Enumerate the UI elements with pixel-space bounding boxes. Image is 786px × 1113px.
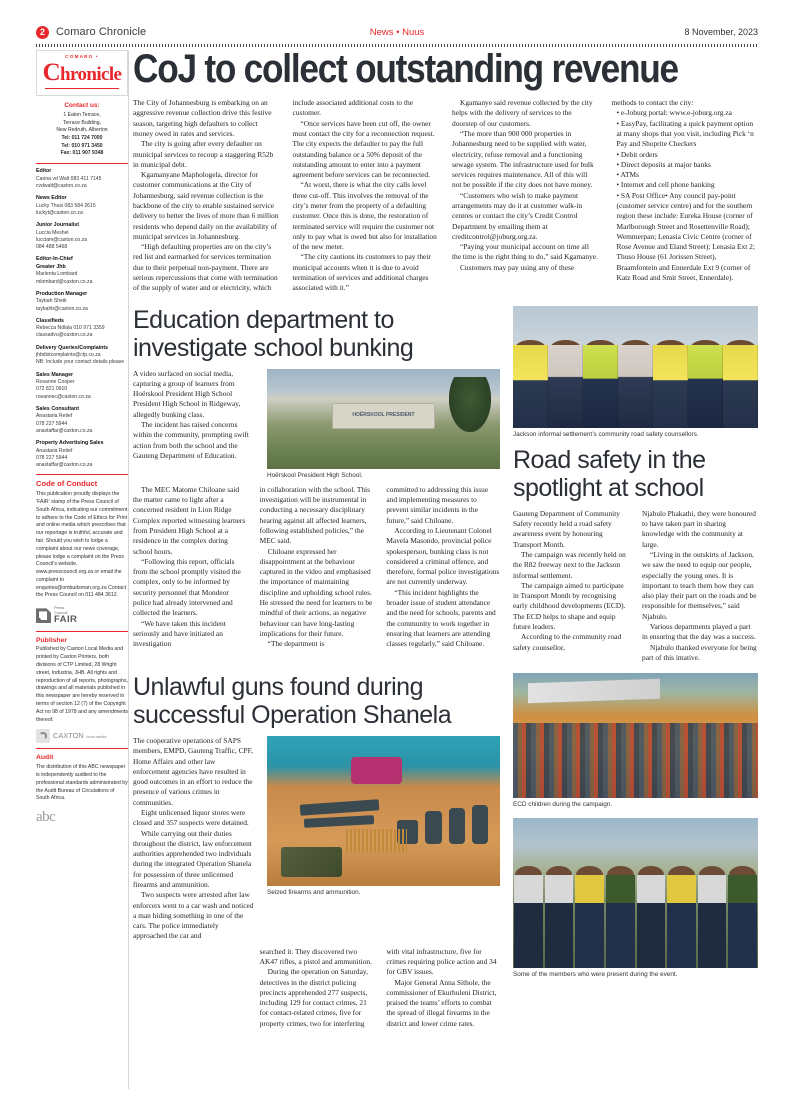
education-bottom-row bbox=[133, 485, 500, 650]
masthead-sidebar bbox=[36, 50, 128, 828]
fair-stamp-icon bbox=[36, 608, 51, 623]
staff-role: Sales Manager bbox=[36, 371, 74, 378]
audit-title: Audit bbox=[36, 754, 54, 762]
staff-name: Luccia Meshel bbox=[36, 229, 69, 236]
paragraph: According to Lieutenant Colonel Mavela Masondo, provincial police spokesperson, bunking class is not considered a criminal offence, and therefore, formal police investigations are not currently underway. bbox=[386, 525, 500, 587]
paragraph: Kgamanyane Maphologela, director for customer communications at the City of Johannesburg, said revenue collection is the backbone of the city to enable sustained service delivery to better the lives of more than 6 million residents who depend daily on the availability of municipal services in Johannesburg. bbox=[133, 170, 279, 241]
road-safety-article bbox=[513, 306, 758, 664]
school-photo bbox=[267, 369, 500, 469]
paragraph: According to the community road safety counsellor, bbox=[513, 632, 622, 652]
staff-name: Taybah Sheik bbox=[36, 298, 67, 305]
guns-column-2 bbox=[260, 947, 374, 1029]
paragraph: “This incident highlights the broader issue of student attendance and the need for schools, parents and the community to work together in ensuring that learners are attending classes regularly,” said Chiloane. bbox=[386, 587, 496, 649]
contact-line: Terrace Building, bbox=[63, 119, 101, 126]
staff-email: luckyt@caxton.co.za bbox=[36, 209, 83, 216]
staff-entry-classifieds bbox=[36, 318, 128, 340]
contact-line: New Redruth, Alberton bbox=[56, 127, 108, 134]
caxton-name bbox=[53, 731, 106, 742]
paragraph: The city is going after every defaulter on municipal services to recoup a staggering R52b in municipal debt. bbox=[133, 139, 274, 169]
paragraph: The City of Johannesburg is embarking on an aggressive revenue collection drive this festive season, targeting high defaulters to collect money owed in rates and services. bbox=[133, 98, 272, 139]
counsellors-photo-caption: Jackson informal settlement’s community road safety counsellors. bbox=[513, 430, 699, 438]
school-sign-text: HOËRSKOOL PRESIDENT bbox=[332, 403, 435, 429]
paragraph: The cooperative operations of SAPS members, EMPD, Gauteng Traffic, CPF, Home Affairs and other law enforcement agencies have resulted in good outcomes in an effort to reduce the presence of various crimes in communities. bbox=[133, 736, 253, 807]
paragraph: include associated additional costs to the customer. bbox=[292, 98, 413, 118]
staff-role: Junior Journalist bbox=[36, 222, 79, 229]
ecd-children-photo bbox=[513, 673, 758, 798]
staff-region: Greater Jhb bbox=[36, 263, 66, 270]
magazine-shape bbox=[425, 811, 441, 844]
road-safety-columns bbox=[513, 509, 758, 663]
bullet-item: • EasyPay, facilitating a quick payment option at many shops that you visit, including Pick ‘n Pay and Shoprite Checkers bbox=[616, 118, 754, 149]
tree-shape bbox=[449, 377, 491, 432]
staff-role: Sales Consultant bbox=[36, 405, 79, 412]
education-article bbox=[133, 306, 500, 664]
staff-name: Lucky Thusi 083 584 2615 bbox=[36, 202, 96, 209]
rifle-shape bbox=[299, 799, 379, 815]
caxton-wordmark: CAXTON bbox=[53, 731, 84, 741]
staff-entry-production-manager bbox=[36, 291, 128, 313]
publisher-body: Published by Caxton Local Media and printed by Caxton Printers, both divisions of CTP Limited, 28 Wright street, Industria, JHB. All rights and reproduction of all reports, photographs, drawings and all materials published in this newspaper are hereby reserved in terms of section 12 (7) of the Copyright Act no 98 of 1978 and any amendments thereof. bbox=[36, 646, 128, 723]
press-council-line2: Council bbox=[54, 609, 68, 615]
paragraph: “Following this report, officials from the school promptly visited the complex, only to be informed by security personnel that Mondeor police had already intervened and collected the learners. bbox=[133, 556, 241, 618]
contact-fax: Fax: 011 907 9348 bbox=[60, 150, 104, 157]
caxton-mark-icon bbox=[36, 729, 50, 743]
education-photo-wrap bbox=[267, 369, 500, 480]
staff-phone: 072 821 0910 bbox=[36, 386, 68, 393]
logo-kicker: COMARO • bbox=[65, 54, 99, 59]
staff-email: anastaffar@caxton.co.za bbox=[36, 461, 93, 468]
staff-entry-news-editor bbox=[36, 195, 128, 217]
rifle-shape bbox=[304, 815, 374, 828]
education-article-headline: Education department to investigate school bunking bbox=[133, 305, 414, 362]
staff-role: Classifieds bbox=[36, 317, 64, 324]
lead-article-column-2 bbox=[293, 98, 440, 293]
staff-name: Anastaria Retief bbox=[36, 447, 73, 454]
paragraph: During the operation on Saturday, detectives in the district policing precincts apprehended 277 suspects, including 129 for contact crimes, 21 for contact-related crimes, five for property crimes, two for interfering bbox=[259, 967, 368, 1028]
paragraph: The MEC Matome Chiloane said the matter came to light after a concerned resident in Lion Ridge Complex reported witnessing learners from President High School at a residence in the complex during school hours. bbox=[133, 484, 246, 556]
road-safety-photos bbox=[513, 673, 758, 1029]
paragraph: Various departments played a part in ensuring that the day was a success. bbox=[642, 621, 756, 642]
staff-email: anastaffar@caxton.co.za bbox=[36, 427, 93, 434]
contact-lines bbox=[36, 112, 128, 158]
staff-email: taybahb@caxton.co.za bbox=[36, 305, 88, 312]
counsellors-photo bbox=[513, 306, 758, 428]
sidebar-red-rule-3 bbox=[36, 631, 128, 632]
staff-name: Anastaria Retief bbox=[36, 413, 73, 420]
paragraph: with vital infrastructure, five for crimes requiring police action and 34 for GBV issues. bbox=[386, 946, 497, 977]
publisher-block bbox=[36, 636, 128, 744]
abc-logo: abc bbox=[36, 809, 56, 826]
code-of-conduct-body: This publication proudly displays the ‘FAIR’ stamp of the Press Council of South Africa, indicating our commitment to adhere to the Code of Ethics for Print and online media which prescribes that our reportage is truthful, accurate and fair. Should you wish to lodge a complaint about our news coverage, please lodge a complaint on the Press Council’s website, www.presscouncil.org.za or email the complaint to enquiries@ombudsman.org.za Contact the Press Council on 011 484 3612. bbox=[36, 491, 128, 599]
bullet-item: • ATMs bbox=[616, 170, 640, 180]
staff-name: Carina vd Walt 083 411 7145 bbox=[36, 175, 102, 182]
paragraph: Njabulo thanked everyone for being part of this imative. bbox=[642, 642, 757, 662]
fair-stamp-text bbox=[54, 606, 77, 625]
event-members-caption: Some of the members who were present during the event. bbox=[513, 971, 678, 979]
paragraph: committed to addressing this issue and implementing measures to prevent similar incidents in the future,” said Chiloane. bbox=[386, 484, 489, 525]
magazine-shape bbox=[472, 805, 488, 844]
topbar-date: 8 November, 2023 bbox=[684, 27, 758, 37]
press-council-fair-logo bbox=[36, 606, 128, 625]
staff-phone: 078 227 5944 bbox=[36, 420, 68, 427]
staff-name: Rosanne Cooper bbox=[36, 379, 75, 386]
guns-top-row bbox=[133, 736, 500, 942]
page-topbar bbox=[36, 24, 758, 40]
lead-article-column-4 bbox=[612, 98, 759, 293]
bag-shape bbox=[351, 757, 402, 784]
staff-email: cvdwalt@caxton.co.za bbox=[36, 182, 87, 189]
education-column-1-cont bbox=[133, 485, 247, 650]
guns-photo-wrap bbox=[267, 736, 500, 942]
staff-role: Editor-In-Chief bbox=[36, 256, 73, 263]
fair-label: FAIR bbox=[54, 614, 78, 626]
seized-firearms-photo bbox=[267, 736, 500, 886]
lead-article-columns bbox=[133, 98, 758, 293]
tent-shape bbox=[528, 678, 660, 703]
staff-role: Delivery Queries/Complaints bbox=[36, 344, 109, 351]
photo-people-bodies bbox=[513, 875, 758, 968]
staff-phone: 078 227 5944 bbox=[36, 454, 68, 461]
guns-column-1 bbox=[133, 736, 254, 942]
staff-email: classadvu@caxton.co.za bbox=[36, 332, 93, 339]
caxton-logo bbox=[36, 729, 128, 743]
publisher-title: Publisher bbox=[36, 636, 67, 644]
paragraph: Eight unlicensed liquor stores were closed and 357 suspects were detained. bbox=[133, 808, 249, 828]
staff-directory bbox=[36, 168, 128, 469]
guns-column-1-cont bbox=[133, 947, 247, 1029]
caxton-subtitle: local media bbox=[86, 734, 107, 740]
logo-wordmark-cap: C bbox=[42, 58, 61, 86]
paragraph: While carrying out their duties throughout the district, law enforcement authorities apprehended two individuals during the integrated Operation Shanela for possession of three unlicensed firearms and ammunition. bbox=[133, 828, 252, 890]
main-content bbox=[133, 47, 758, 1029]
staff-note: NB: Include your contact details please bbox=[36, 359, 125, 366]
camo-cloth-shape bbox=[281, 847, 342, 877]
chronicle-logo bbox=[36, 50, 128, 96]
logo-wordmark-rest: hronicle bbox=[60, 63, 122, 85]
photo-people-bodies bbox=[513, 345, 758, 428]
paragraph: “Customers who wish to make payment arrangements may do it at customer walk-in centres or contact the city’s Credit Control Department by emailing them at creditcontrol@joburg.org.za. bbox=[452, 190, 583, 241]
staff-name: Marlenta Lombard bbox=[36, 271, 78, 278]
staff-email: rosannec@caxton.co.za bbox=[36, 393, 91, 400]
paragraph: The campaign aimed to participate in Transport Month by recognising early childhood developments (ECD). The ECD helps to shape and equip future leaders. bbox=[513, 580, 626, 631]
code-of-conduct-block bbox=[36, 479, 128, 625]
guns-article bbox=[133, 673, 500, 1029]
guns-article-headline: Unlawful guns found during successful Operation Shanela bbox=[133, 673, 452, 730]
paragraph: Major General Anna Sithole, the commissioner of Ekurhuleni District, praised the teams’ efforts to combat the spread of illegal firearms in the district and lower crime rates. bbox=[386, 977, 497, 1028]
staff-phone: 084 488 5468 bbox=[36, 244, 68, 251]
education-top-row bbox=[133, 369, 500, 480]
paragraph: methods to contact the city: bbox=[611, 98, 694, 108]
second-section bbox=[133, 306, 758, 664]
staff-email: lucciam@caxton.co.za bbox=[36, 236, 88, 243]
contact-tel-1: Tel: 011 724 7000 bbox=[61, 135, 103, 142]
paragraph: The incident has raised concerns within the community, prompting swift action from both the school and the Gauteng Department of Education. bbox=[133, 419, 249, 460]
page-number-badge: 2 bbox=[36, 26, 49, 39]
lead-article-headline: CoJ to collect outstanding revenue bbox=[133, 47, 678, 91]
sidebar-red-rule-2 bbox=[36, 474, 128, 475]
sidebar-red-rule bbox=[36, 163, 128, 164]
sidebar-red-rule-4 bbox=[36, 748, 128, 749]
logo-underline bbox=[45, 88, 119, 90]
road-safety-column-2 bbox=[642, 509, 758, 663]
paragraph: A video surfaced on social media, capturing a group of learners from Hoërskool President High School President High School in Ridgeway, allegedly bunking class. bbox=[133, 368, 241, 419]
staff-role: Property Advertising Sales bbox=[36, 439, 104, 446]
event-members-photo bbox=[513, 818, 758, 968]
bullet-item: • Debit orders bbox=[616, 149, 658, 159]
press-council-line1: Press bbox=[54, 605, 65, 611]
staff-email: jhbdistcomplaints@ctp.co.za bbox=[36, 352, 101, 359]
paragraph: Kgamanye said revenue collected by the city helps with the delivery of services to the doorstep of our customers. bbox=[452, 98, 593, 128]
magazine-shape bbox=[449, 808, 465, 844]
staff-entry-editor bbox=[36, 168, 128, 190]
topbar-section-label: News • Nuus bbox=[369, 26, 425, 38]
bullet-item: • SA Post Office• Any council pay-point (customer service centre) and for the southern region these include: Eureka House (corner of Marlborough Street and Rosettenville Road); Wemmerpan; Lenasia Civic Centre (corner of Rose Avenue and Eland Street); Lenasia Ext 2; Thuso House (61 Jorissen Street), Braamfontein and Ennerdale Ext 9 (corner of Katz Road and Smit Street, Ennerdale). bbox=[616, 190, 755, 282]
logo-wordmark bbox=[39, 60, 125, 85]
paragraph: in collaboration with the school. This investigation will be instrumental in conducting a necessary disciplinary hearing against all affected learners, following established policies,” the MEC said. bbox=[259, 484, 370, 546]
paragraph: “The department is bbox=[267, 639, 325, 649]
education-column-3 bbox=[386, 485, 500, 650]
guns-bottom-row bbox=[133, 947, 500, 1029]
sidebar-divider-rule bbox=[128, 50, 129, 1089]
staff-entry-sales-consultant bbox=[36, 406, 128, 435]
staff-role: News Editor bbox=[36, 195, 67, 202]
code-of-conduct-title: Code of Conduct bbox=[36, 479, 98, 489]
guns-column-3 bbox=[386, 947, 500, 1029]
contact-block bbox=[36, 101, 128, 158]
paragraph: Njabulo Phakathi, they were honoured to have taken part in sharing knowledge with the community at large. bbox=[642, 508, 756, 549]
paragraph: searched it. They discovered two AK47 rifles, a pistol and ammunition. bbox=[259, 946, 372, 966]
paragraph: “The more than 900 000 properties in Johannesburg need to be supplied with water, electricity, refuse removal and a functioning sewage system. The infrastructure used for bulk services requires maintenance. All of this will not be possible if the city does not have money. bbox=[452, 129, 594, 190]
staff-role: Editor bbox=[36, 168, 52, 175]
staff-entry-sales-manager bbox=[36, 372, 128, 401]
paragraph: Chiloane expressed her disappointment at the behaviour captured in the video and emphasised the importance of maintaining discipline and upholding school rules. He stressed the need for learners to be mindful of their actions, as negative behaviour can have long-lasting implications for their future. bbox=[259, 546, 373, 638]
bullet-item: • Direct deposits at major banks bbox=[616, 159, 711, 169]
lead-article-column-1 bbox=[133, 98, 280, 293]
contact-line: 1 Eaton Terrace, bbox=[63, 112, 101, 119]
paragraph: “Paying your municipal account on time all the time is the right thing to do,” said Kgamanye. bbox=[452, 242, 598, 262]
paragraph: “Once services have been cut off, the owner must contact the city for a reconnection request. The city expects the defaulter to pay the full outstanding balance or a 50% deposit of the outstanding amount to enter into a payment agreement before services can be reconnected. bbox=[292, 118, 435, 180]
lead-article-column-3 bbox=[452, 98, 599, 293]
paragraph: Customers may pay using any of these bbox=[460, 262, 575, 272]
third-section bbox=[133, 673, 758, 1029]
staff-email: mlombard@caxton.co.za bbox=[36, 278, 93, 285]
staff-name: Rebecca Ndlala 010 971 3359 bbox=[36, 325, 105, 332]
paragraph: Two suspects were arrested after law enforcers went to a car wash and noticed a man hiding something in one of the cars. The police immediately approached the car and bbox=[133, 890, 254, 941]
paragraph: “At worst, there is what the city calls level three cut-off. This involves the removal of the city’s meter from the property of a defaulting customer. Once this is done, the restoration of terminated service will require the customer not only to pay what is owed but also for installation of the new meter. bbox=[292, 180, 437, 252]
ammunition-shape bbox=[346, 829, 407, 853]
audit-block bbox=[36, 753, 128, 828]
bullet-item: • Internet and cell phone banking bbox=[616, 180, 715, 190]
staff-entry-junior-journalist bbox=[36, 222, 128, 251]
contact-tel-2: Tel: 010 971 3450 bbox=[61, 142, 103, 149]
paragraph: The campaign was recently held on the R82 freeway next to the Jackson informal settlement. bbox=[513, 549, 626, 580]
education-column-1 bbox=[133, 369, 254, 480]
paragraph: “We have taken this incident seriously and have initiated an investigation bbox=[133, 618, 226, 649]
staff-role: Production Manager bbox=[36, 290, 88, 297]
staff-entry-editor-in-chief bbox=[36, 256, 128, 285]
education-column-2 bbox=[260, 485, 374, 650]
ecd-children-caption: ECD children during the campaign. bbox=[513, 801, 613, 809]
staff-entry-delivery-queries bbox=[36, 345, 128, 367]
crowd-shape bbox=[513, 723, 758, 798]
road-safety-headline: Road safety in the spotlight at school bbox=[513, 445, 706, 502]
masthead-publication-name: Comaro Chronicle bbox=[56, 26, 147, 38]
paragraph: “Living in the outskirts of Jackson, we saw the need to equip our people, especially the young ones. It is important to teach them how they can also play their part on the roads and be responsible for themselves,” said Njabulo. bbox=[642, 549, 757, 621]
paragraph: Gauteng Department of Community Safety recently held a road safety awareness event by honouring Transport Month. bbox=[513, 508, 620, 549]
paragraph: “The city cautions its customers to pay their municipal accounts when it is due to avoid termination of services and additional charges associated with it.” bbox=[292, 252, 431, 293]
paragraph: “High defaulting properties are on the city’s red list and earmarked for services termination due to their perpetual non-payment. There are serious repercussions that come with termination of the supply of water and or electricity, which bbox=[133, 242, 278, 293]
school-photo-caption: Hoërskool President High School. bbox=[267, 471, 363, 479]
road-safety-column-1 bbox=[513, 509, 629, 663]
seized-firearms-caption: Seized firearms and ammunition. bbox=[267, 889, 361, 897]
contact-heading: Contact us: bbox=[64, 102, 100, 110]
bullet-item: • e-Joburg portal: www.e-joburg.org.za bbox=[616, 108, 732, 118]
audit-body: The distribution of this ABC newspaper is independently audited to the professional standards administrated by the Audit Bureau of Circulations of South Africa. bbox=[36, 764, 128, 802]
staff-entry-property-advertising bbox=[36, 440, 128, 469]
